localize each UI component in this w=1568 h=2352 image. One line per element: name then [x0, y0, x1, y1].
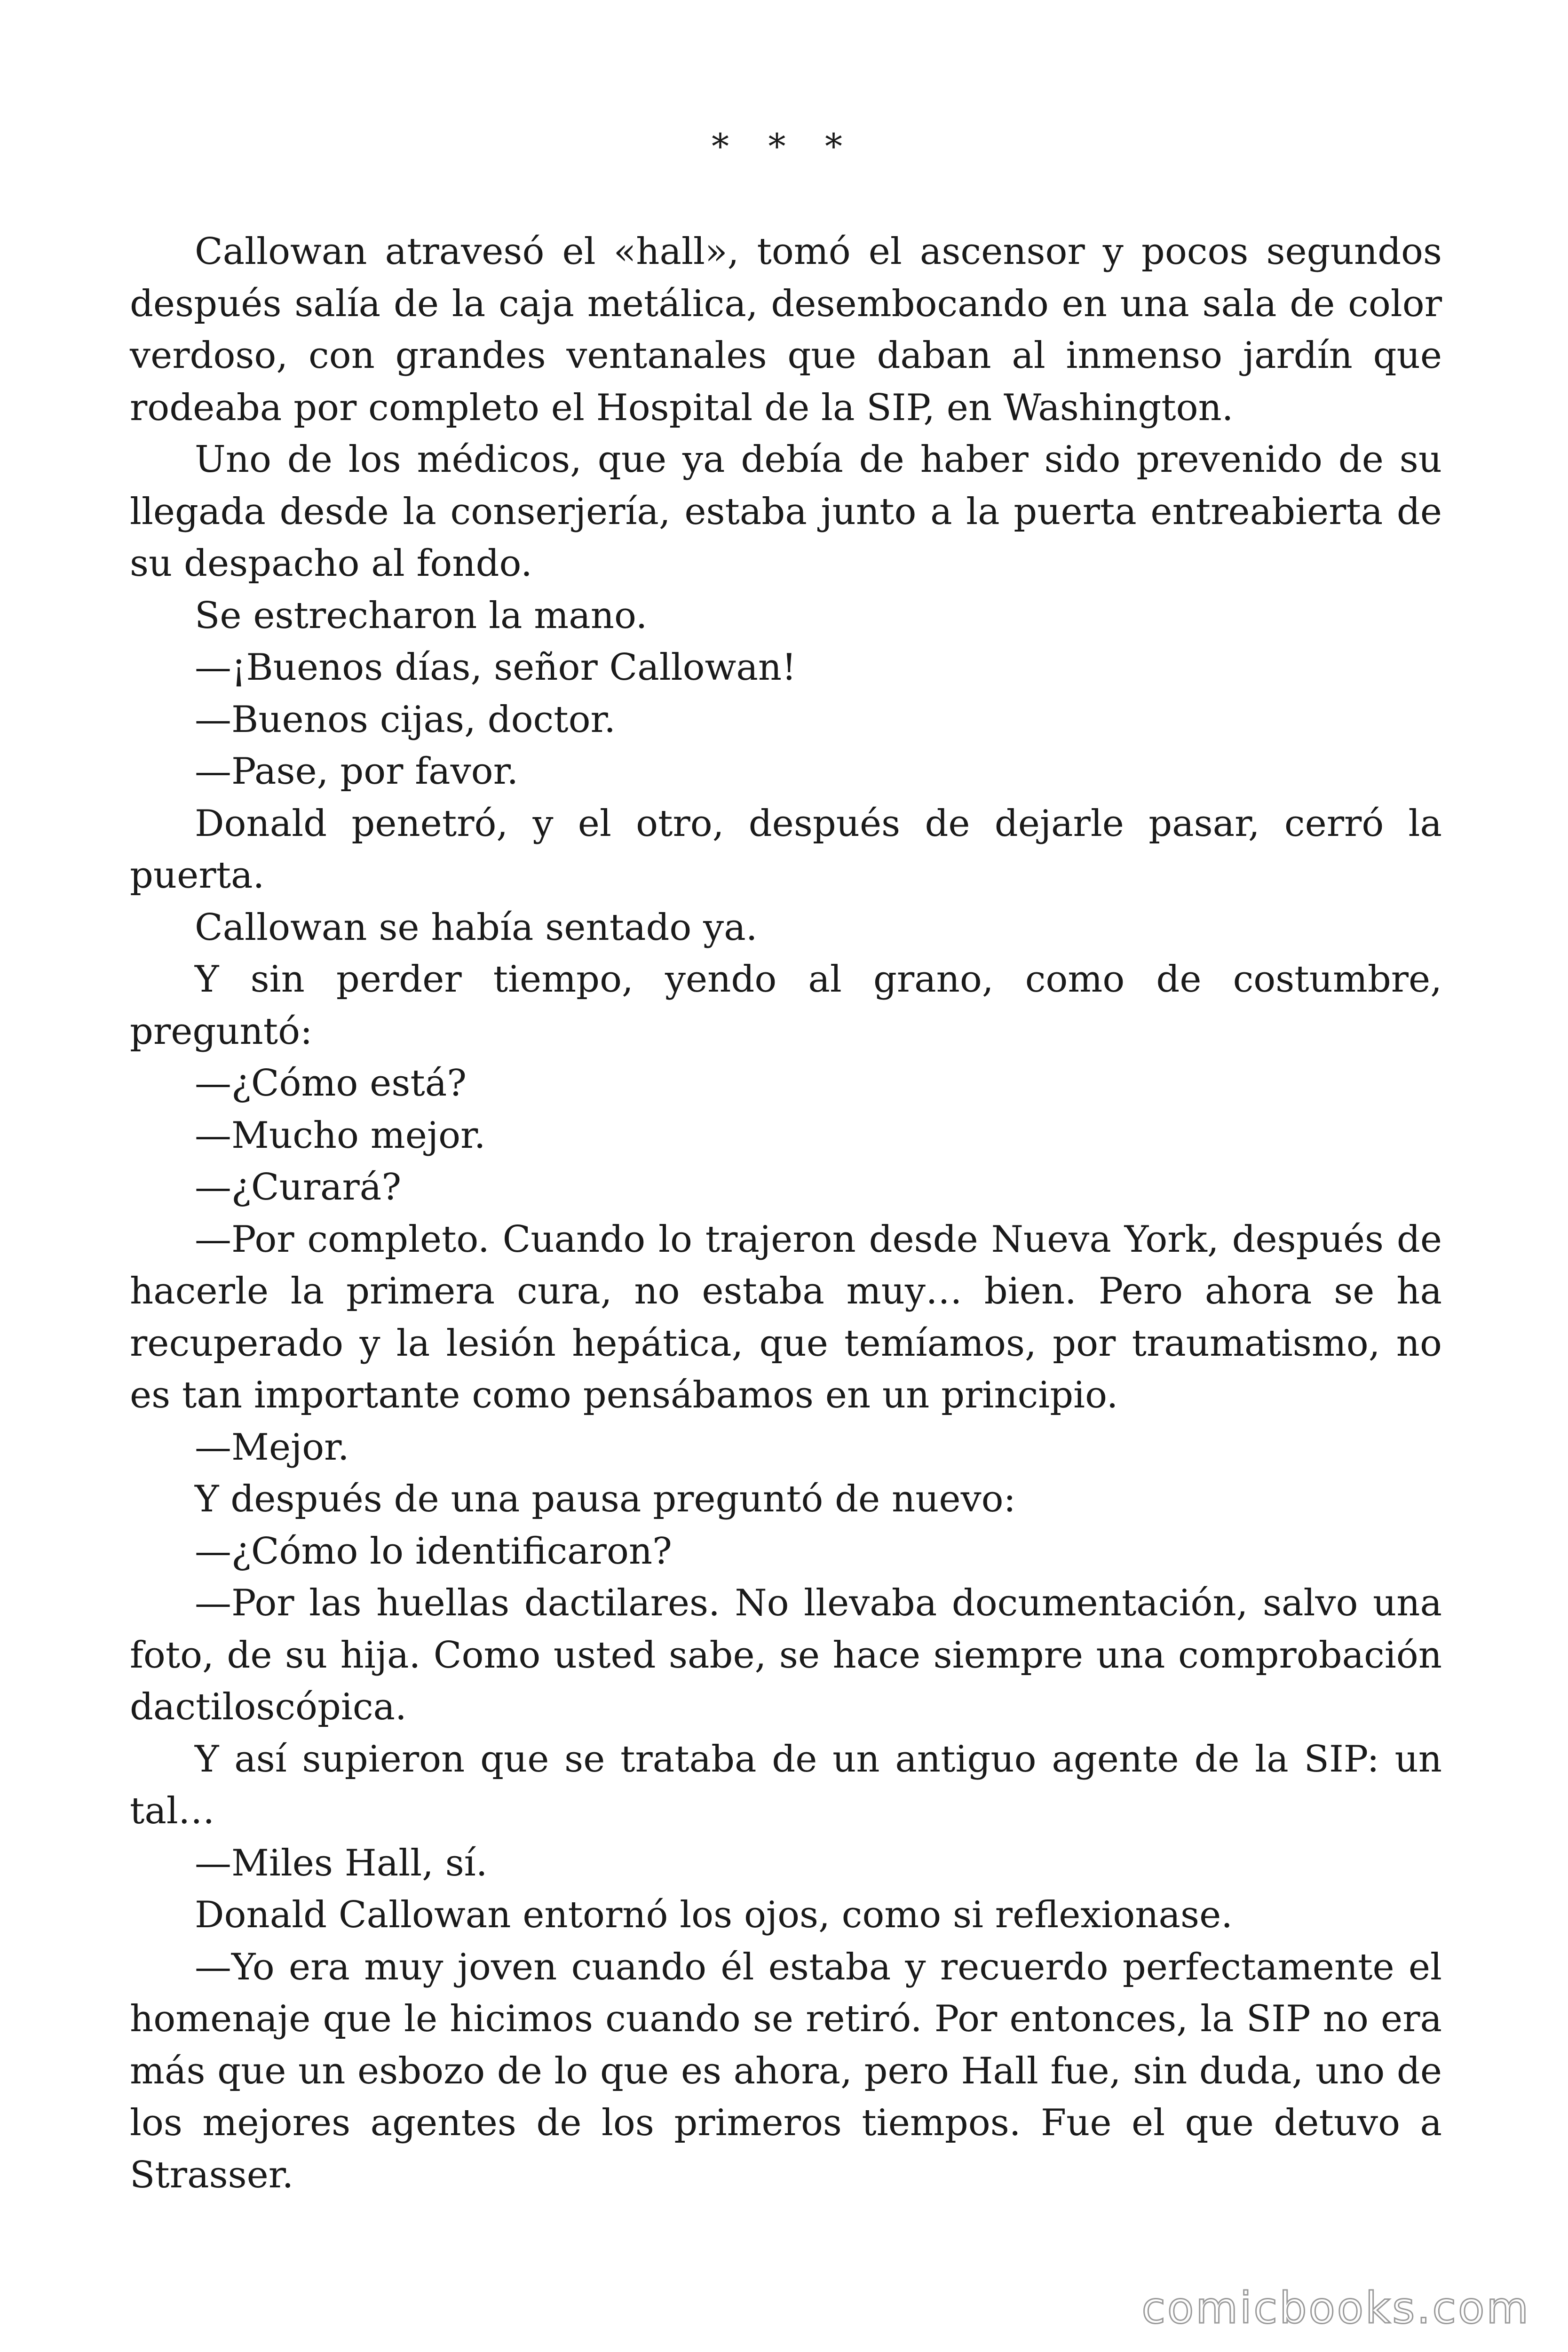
section-separator: * * *: [711, 127, 857, 167]
dialogue-line: —Pase, por favor.: [195, 750, 519, 793]
dialogue-line: —Buenos cijas, doctor.: [195, 698, 616, 741]
dialogue-line: —Mejor.: [195, 1426, 349, 1469]
paragraph: Y sin perder tiempo, yendo al grano, como de costumbre, preguntó:: [130, 958, 1442, 1053]
paragraph: Donald penetró, y el otro, después de dejarle pasar, cerró la puerta.: [130, 802, 1442, 897]
dialogue-line: —¿Curará?: [195, 1166, 402, 1208]
dialogue-line: —Mucho mejor.: [195, 1114, 486, 1157]
body-text: [130, 226, 1442, 2201]
paragraph: Se estrecharon la mano.: [195, 594, 648, 637]
dialogue-line: —¡Buenos días, señor Callowan!: [195, 646, 797, 689]
dialogue-line: —Por completo. Cuando lo trajeron desde Nueva York, después de hacerle la primera cura, no estaba muy… bien. Pero ahora se ha recuperado y la lesión hepática, que temíamos, por traumatismo, no es tan importante como pensábamos en un principio.: [130, 1218, 1442, 1416]
paragraph: Uno de los médicos, que ya debía de haber sido prevenido de su llegada desde la conserjería, estaba junto a la puerta entreabierta de su despacho al fondo.: [130, 438, 1442, 585]
paragraph: Y después de una pausa preguntó de nuevo:: [195, 1478, 1016, 1520]
dialogue-line: —Por las huellas dactilares. No llevaba documentación, salvo una foto, de su hija. Como usted sabe, se hace siempre una comprobación dactiloscópica.: [130, 1582, 1442, 1728]
paragraph: Y así supieron que se trataba de un antiguo agente de la SIP: un tal…: [130, 1738, 1442, 1832]
paragraph: Donald Callowan entornó los ojos, como si reflexionase.: [195, 1894, 1233, 1936]
paragraph: Callowan atravesó el «hall», tomó el ascensor y pocos segundos después salía de la caja metálica, desembocando en una sala de color verdoso, con grandes ventanales que daban al inmenso jardín que rodeaba por completo el Hospital de la SIP, en Washington.: [130, 230, 1442, 429]
dialogue-line: —¿Cómo lo identificaron?: [195, 1530, 672, 1573]
dialogue-line: —Yo era muy joven cuando él estaba y recuerdo perfectamente el homenaje que le hicimos cuando se retiró. Por entonces, la SIP no era más que un esbozo de lo que es ahora, pero Hall fue, sin duda, uno de los mejores agentes de los primeros tiempos. Fue el que detuvo a Strasser.: [130, 1946, 1442, 2196]
watermark: comicbooks.com: [1141, 2283, 1530, 2333]
dialogue-line: —¿Cómo está?: [195, 1062, 467, 1104]
dialogue-line: —Miles Hall, sí.: [195, 1842, 488, 1884]
paragraph: Callowan se había sentado ya.: [195, 906, 758, 949]
